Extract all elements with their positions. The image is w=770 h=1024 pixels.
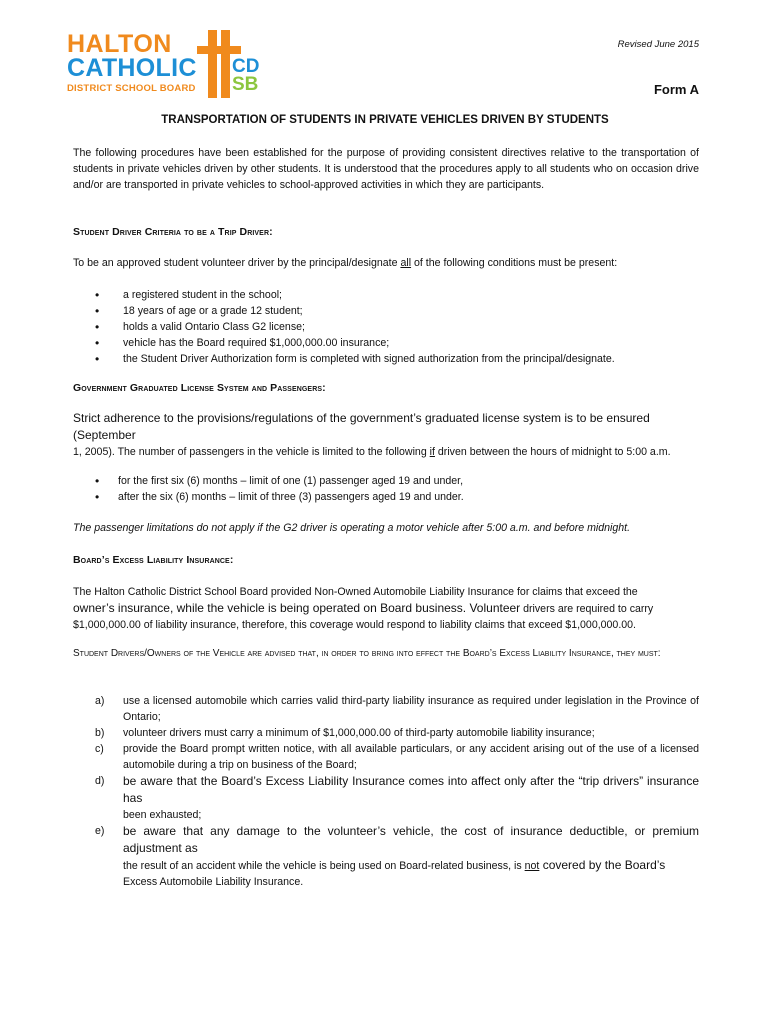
- list-item: [73, 725, 699, 741]
- list-item-text-big-end: covered by the Board’s: [539, 858, 666, 872]
- list-item: [73, 741, 699, 773]
- criteria-lead-underlined: all: [400, 257, 412, 269]
- insurance-heading: Board’s Excess Liability Insurance:: [73, 554, 234, 566]
- list-marker: b): [95, 727, 105, 739]
- list-item: • the Student Driver Authorization form is completed with signed authorization from the principal/designate.: [73, 351, 693, 367]
- list-item: • vehicle has the Board required $1,000,000.00 insurance;: [73, 335, 693, 351]
- list-marker: e): [95, 825, 105, 837]
- list-item-text-mid: the result of an accident while the vehicle is being used on Board-related business, is: [123, 860, 525, 872]
- criteria-lead-text: To be an approved student volunteer driver by the principal/designate: [73, 257, 401, 269]
- gdl-paragraph-text-end: driven between the hours of midnight to 5:00 a.m.: [434, 446, 671, 458]
- gdl-list: [73, 473, 693, 505]
- list-marker: a): [95, 695, 105, 707]
- list-item-underlined: not: [524, 860, 540, 872]
- revised-date: Revised June 2015: [617, 39, 699, 50]
- logo-mark-sb: SB: [232, 74, 259, 95]
- gdl-paragraph-underlined: if: [429, 446, 435, 458]
- cross-icon-crossbar: [197, 46, 241, 54]
- list-item: [73, 773, 699, 823]
- insurance-paragraph: [73, 584, 699, 633]
- logo-text-catholic: CATHOLIC: [67, 54, 197, 82]
- cross-icon: [208, 30, 217, 98]
- cross-icon-second-bar: [221, 30, 230, 98]
- gdl-paragraph-text: 1, 2005). The number of passengers in the vehicle is limited to the following: [73, 446, 430, 458]
- list-item: • a registered student in the school;: [73, 287, 693, 303]
- list-item-text: be aware that any damage to the volunteer’s vehicle, the cost of insurance deductible, or premium adjustment as: [123, 824, 699, 855]
- insurance-paragraph-line3: $1,000,000.00 of liability insurance, therefore, this coverage would respond to liability claims that exceed $1,000,000.00.: [73, 619, 636, 631]
- gdl-heading: Government Graduated License System and Passengers:: [73, 382, 326, 394]
- logo-mark-cd: CD: [232, 56, 260, 77]
- list-item: [73, 823, 699, 890]
- criteria-lead: [73, 255, 699, 271]
- intro-paragraph: The following procedures have been established for the purpose of providing consistent directives relative to the transportation of students in private vehicles driven by other students. It is understood that the procedures apply to all students who on occasion drive and/or are transported in private vehicles to school-approved activities in which they are participants.: [73, 147, 699, 191]
- list-item-text: use a licensed automobile which carries valid third-party liability insurance as required under legislation in the Province of Ontario;: [123, 695, 699, 723]
- list-item: • holds a valid Ontario Class G2 license;: [73, 319, 693, 335]
- requirements-list: [73, 693, 699, 890]
- list-marker: c): [95, 743, 104, 755]
- criteria-list: [73, 287, 693, 367]
- gdl-paragraph-line1: Strict adherence to the provisions/regulations of the government’s graduated license system is to be ensured (September: [73, 411, 650, 442]
- criteria-heading: Student Driver Criteria to be a Trip Driver:: [73, 226, 273, 238]
- logo-text-halton: HALTON: [67, 30, 172, 58]
- list-item-text-end: been exhausted;: [123, 809, 202, 821]
- advised-paragraph: Student Drivers/Owners of the Vehicle are advised that, in order to bring into effect the Board’s Excess Liability Insurance, they must:: [73, 648, 661, 659]
- list-item-text: provide the Board prompt written notice, with all available particulars, or any accident arising out of the use of a licensed automobile during a trip on business of the Board;: [123, 743, 699, 771]
- gdl-note: The passenger limitations do not apply if the G2 driver is operating a motor vehicle after 5:00 a.m. and before midnight.: [73, 522, 631, 534]
- hcdsb-logo: [67, 30, 267, 98]
- list-item: • 18 years of age or a grade 12 student;: [73, 303, 693, 319]
- form-label: Form A: [653, 82, 699, 97]
- list-item-text: volunteer drivers must carry a minimum of $1,000,000.00 of third-party automobile liability insurance;: [123, 727, 595, 739]
- list-item: [73, 693, 699, 725]
- criteria-lead-text-end: of the following conditions must be present:: [411, 257, 618, 269]
- list-item: • after the six (6) months – limit of three (3) passengers aged 19 and under.: [73, 489, 693, 505]
- logo-text-district: DISTRICT SCHOOL BOARD: [67, 83, 196, 94]
- list-item-text-end: Excess Automobile Liability Insurance.: [123, 876, 304, 888]
- insurance-paragraph-line2-end: drivers are required to carry: [520, 603, 654, 615]
- insurance-paragraph-line2: owner’s insurance, while the vehicle is being operated on Board business. Volunteer: [73, 601, 521, 615]
- gdl-paragraph: [73, 410, 699, 460]
- page-title: TRANSPORTATION OF STUDENTS IN PRIVATE VEHICLES DRIVEN BY STUDENTS: [161, 114, 609, 126]
- list-marker: d): [95, 775, 105, 787]
- list-item-text: be aware that the Board’s Excess Liability Insurance comes into affect only after the “trip drivers” insurance has: [123, 774, 699, 805]
- insurance-paragraph-line1: The Halton Catholic District School Board provided Non-Owned Automobile Liability Insurance for claims that exceed the: [73, 586, 638, 598]
- list-item: • for the first six (6) months – limit of one (1) passenger aged 19 and under,: [73, 473, 693, 489]
